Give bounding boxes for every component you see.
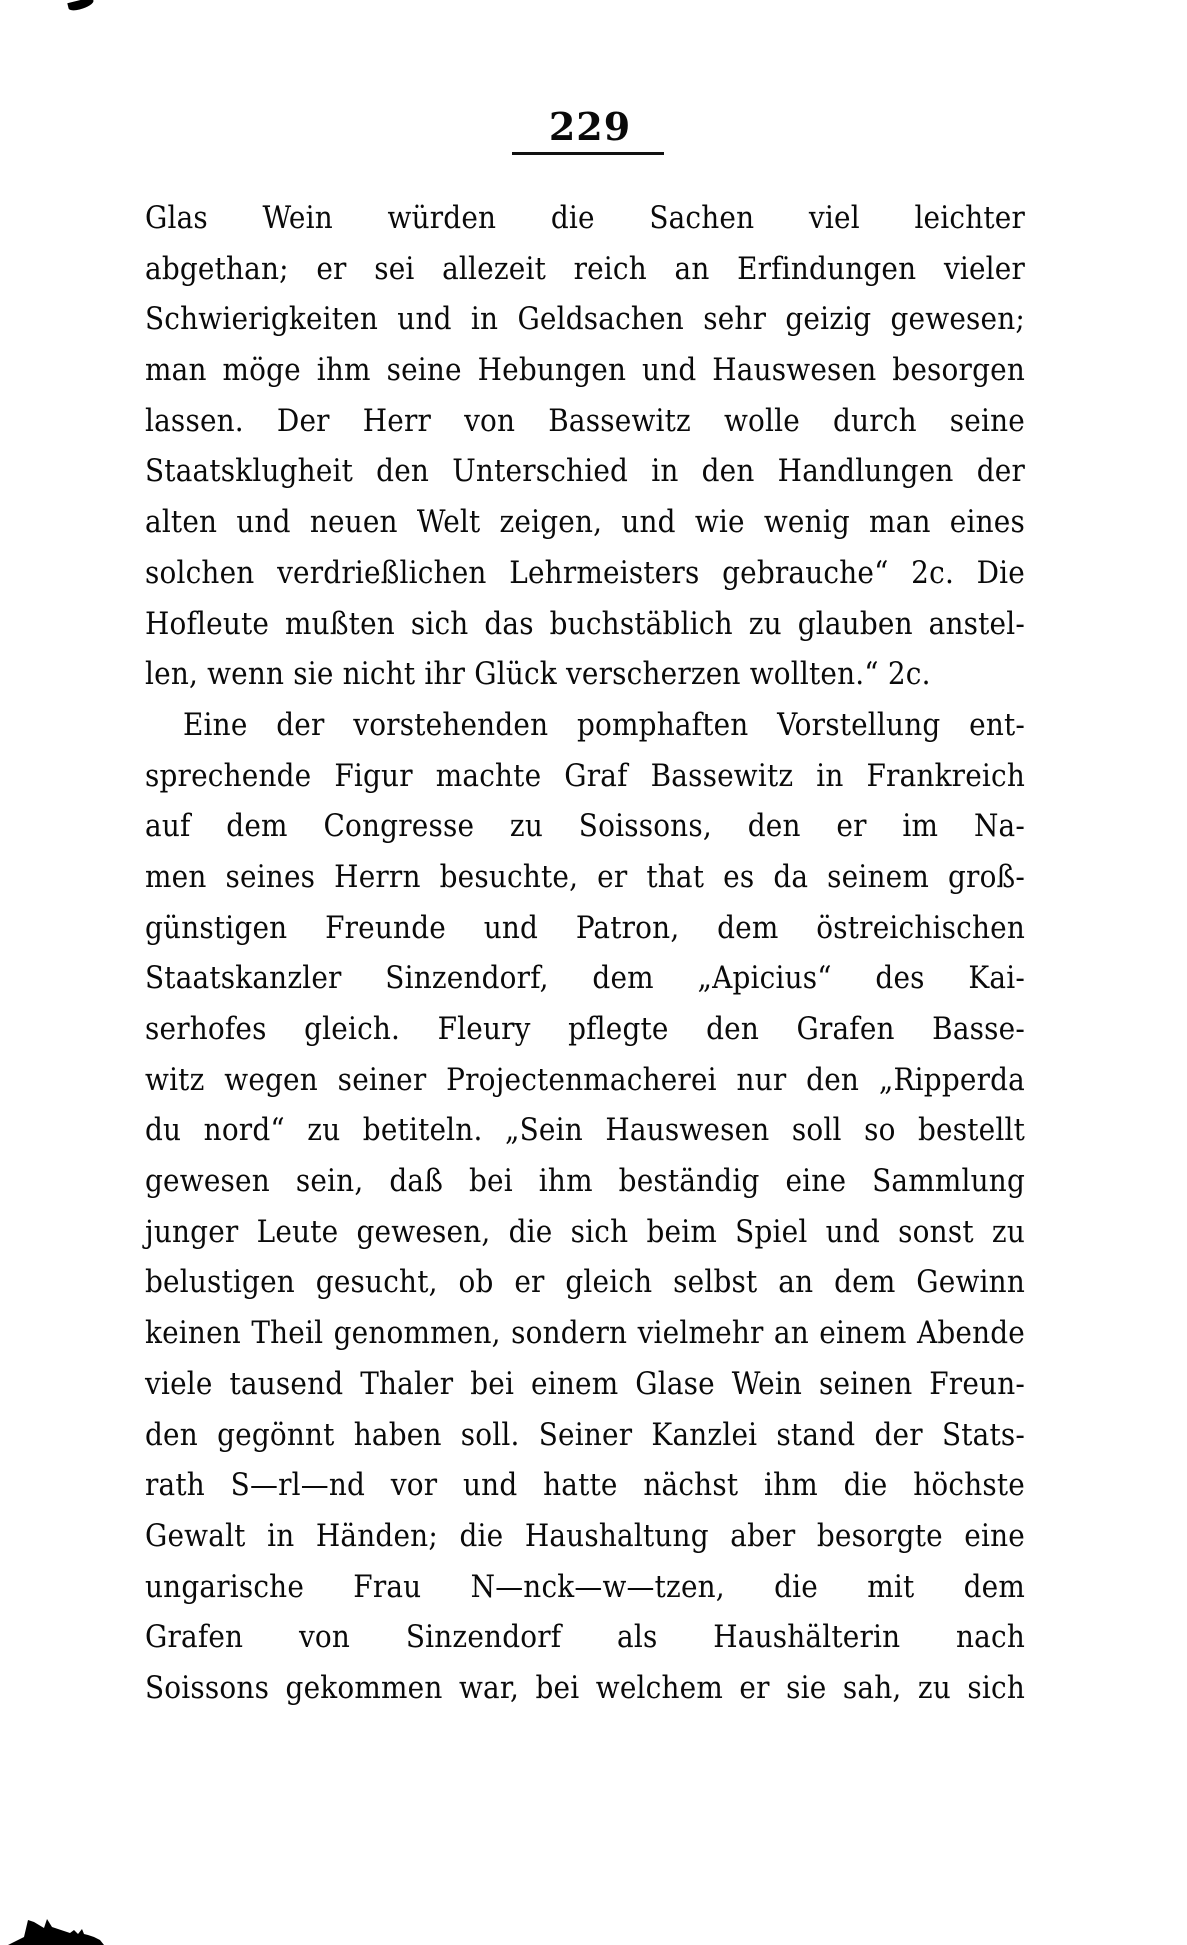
text-line: Hofleute mußten sich das buchstäblich zu glauben anstel- (145, 605, 1025, 642)
text-line: witz wegen seiner Projectenmacherei nur den „Ripperda (145, 1061, 1025, 1098)
paragraph-start-line: Eine der vorstehenden pomphaften Vorstellung ent- (183, 706, 1025, 743)
scan-artifact-top (67, 0, 94, 12)
text-line: solchen verdrießlichen Lehrmeisters gebrauche“ 2c. Die (145, 554, 1025, 591)
text-line: len, wenn sie nicht ihr Glück verscherzen wollten.“ 2c. (145, 656, 931, 693)
text-line: sprechende Figur machte Graf Bassewitz in Frankreich (145, 757, 1025, 794)
text-line: günstigen Freunde und Patron, dem östreichischen (145, 909, 1025, 946)
text-line: Glas Wein würden die Sachen viel leichter (145, 200, 1025, 236)
text-line: Gewalt in Händen; die Haushaltung aber besorgte eine (145, 1517, 1025, 1554)
text-line: Schwierigkeiten und in Geldsachen sehr geizig gewesen; (145, 301, 1025, 338)
text-line: du nord“ zu betiteln. „Sein Hauswesen soll so bestellt (145, 1112, 1025, 1149)
text-line: men seines Herrn besuchte, er that es da seinem groß- (145, 858, 1025, 895)
text-line: lassen. Der Herr von Bassewitz wolle durch seine (145, 402, 1025, 439)
text-line: viele tausend Thaler bei einem Glase Wein seinen Freun- (145, 1365, 1025, 1402)
text-line: ungarische Frau N—nck—w—tzen, die mit dem (145, 1568, 1025, 1605)
text-line: Staatskanzler Sinzendorf, dem „Apicius“ des Kai- (145, 960, 1025, 997)
text-line: alten und neuen Welt zeigen, und wie wenig man eines (145, 504, 1025, 541)
body-text (145, 193, 1025, 1714)
text-line: junger Leute gewesen, die sich beim Spiel und sonst zu (145, 1213, 1025, 1250)
text-line: rath S—rl—nd vor und hatte nächst ihm die höchste (145, 1467, 1025, 1504)
page-number: 229 (548, 104, 632, 149)
text-line: Staatsklugheit den Unterschied in den Handlungen der (145, 453, 1025, 490)
text-line: man möge ihm seine Hebungen und Hauswesen besorgen (145, 352, 1025, 389)
text-line: auf dem Congresse zu Soissons, den er im Na- (145, 808, 1025, 845)
text-line: gewesen sein, daß bei ihm beständig eine Sammlung (145, 1163, 1025, 1200)
scan-artifact-bottom (4, 1918, 104, 1945)
header-rule (512, 152, 664, 155)
text-line: keinen Theil genommen, sondern vielmehr an einem Abende (145, 1315, 1025, 1352)
text-line: belustigen gesucht, ob er gleich selbst an dem Gewinn (145, 1264, 1025, 1301)
text-line: serhofes gleich. Fleury pflegte den Grafen Basse- (145, 1011, 1025, 1047)
text-line: Grafen von Sinzendorf als Haushälterin nach (145, 1619, 1025, 1656)
text-line: den gegönnt haben soll. Seiner Kanzlei stand der Stats- (145, 1416, 1025, 1453)
text-line: abgethan; er sei allezeit reich an Erfindungen vieler (145, 250, 1025, 287)
text-line: Soissons gekommen war, bei welchem er sie sah, zu sich (145, 1669, 1025, 1706)
